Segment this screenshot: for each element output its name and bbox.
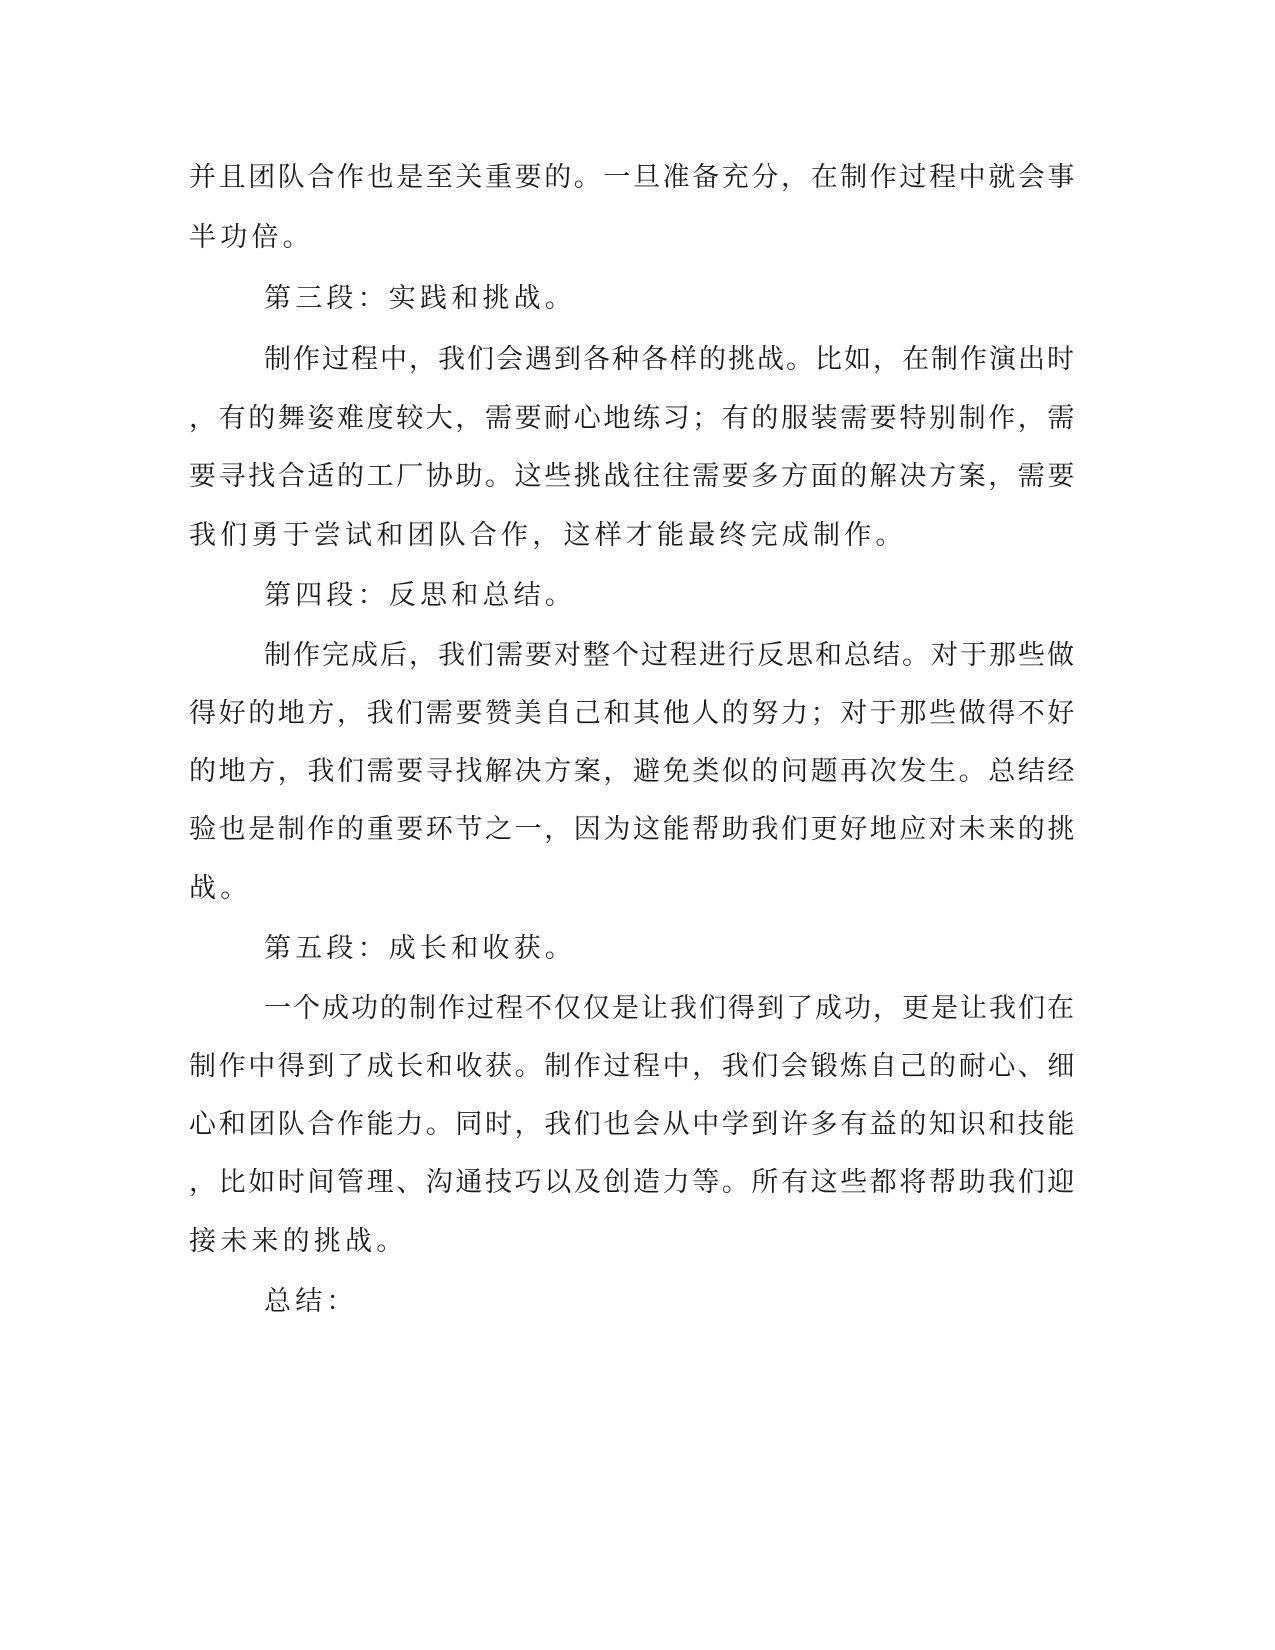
text-line: 并且团队合作也是至关重要的。一旦准备充分，在制作过程中就会事 xyxy=(189,162,1077,193)
text-line: 得好的地方，我们需要赞美自己和其他人的努力；对于那些做得不好 xyxy=(189,698,1077,729)
text-line: 要寻找合适的工厂协助。这些挑战往往需要多方面的解决方案，需要 xyxy=(189,461,1077,492)
text-line: 心和团队合作能力。同时，我们也会从中学到许多有益的知识和技能 xyxy=(189,1109,1077,1140)
text-line: 接未来的挑战。 xyxy=(189,1226,408,1257)
text-line: 制作过程中，我们会遇到各种各样的挑战。比如，在制作演出时 xyxy=(264,344,1076,375)
text-line: ，比如时间管理、沟通技巧以及创造力等。所有这些都将帮助我们迎 xyxy=(189,1167,1077,1198)
summary-heading: 总结： xyxy=(264,1286,358,1317)
section-heading-5: 第五段：成长和收获。 xyxy=(264,933,576,964)
text-line: 制作中得到了成长和收获。制作过程中，我们会锻炼自己的耐心、细 xyxy=(189,1051,1077,1082)
text-line: ，有的舞姿难度较大，需要耐心地练习；有的服装需要特别制作，需 xyxy=(189,403,1077,434)
text-line: 一个成功的制作过程不仅仅是让我们得到了成功，更是让我们在 xyxy=(264,993,1076,1024)
text-line: 制作完成后，我们需要对整个过程进行反思和总结。对于那些做 xyxy=(264,640,1076,671)
text-line: 验也是制作的重要环节之一，因为这能帮助我们更好地应对未来的挑 xyxy=(189,814,1077,845)
section-heading-3: 第三段：实践和挑战。 xyxy=(264,283,576,314)
text-line: 半功倍。 xyxy=(189,222,314,253)
text-line: 我们勇于尝试和团队合作，这样才能最终完成制作。 xyxy=(189,520,907,551)
text-line: 的地方，我们需要寻找解决方案，避免类似的问题再次发生。总结经 xyxy=(189,756,1077,787)
section-heading-4: 第四段：反思和总结。 xyxy=(264,580,576,611)
text-line: 战。 xyxy=(189,873,252,904)
